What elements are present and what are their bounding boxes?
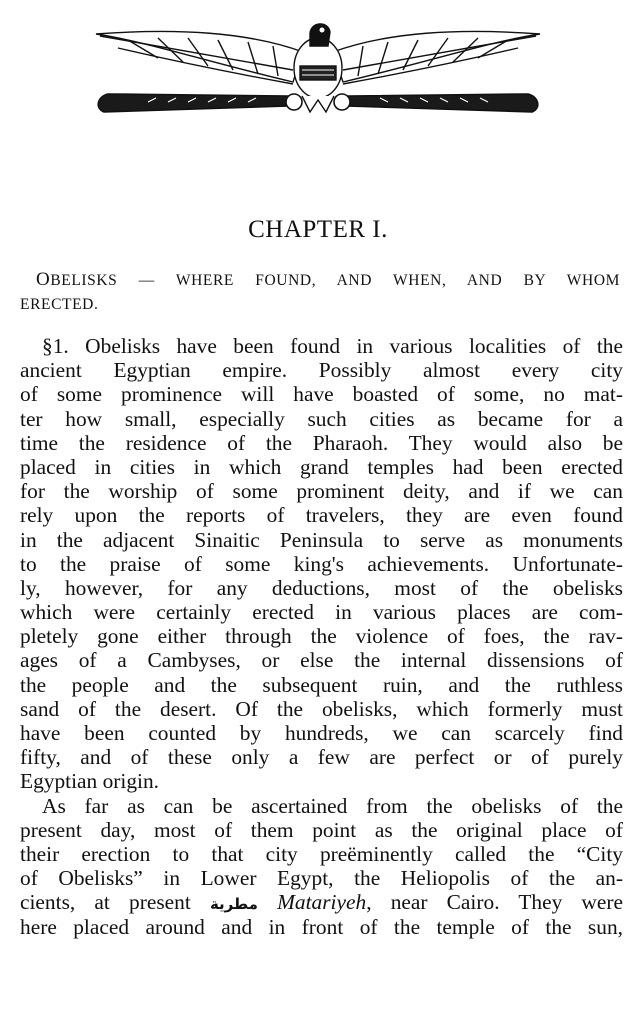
text-line: ter how small, especially such cities as became for a [20, 406, 623, 431]
text-line: placed in cities in which grand temples had been erected [20, 454, 623, 479]
winged-vulture-headpiece [88, 12, 548, 132]
text-line: rely upon the reports of travelers, they are even found [20, 503, 623, 528]
text-line: ages of a Cambyses, or else the internal dissensions of [20, 648, 623, 673]
subtitle-word-rest: BELISKS [50, 272, 118, 289]
text-line: §1. Obelisks have been found in various localities of the [42, 334, 623, 358]
text-line: As far as can be ascertained from the obelisks of the [42, 793, 623, 818]
subtitle-initial: O [36, 269, 51, 290]
text-line: here placed around and in front of the temple of the sun, [20, 914, 623, 939]
body-text [20, 334, 623, 939]
text-line: ancient Egyptian empire. Possibly almost every city [20, 358, 623, 383]
arabic-place-name: مطرية [209, 895, 258, 914]
italic-place-name: Matariyeh [277, 890, 367, 915]
chapter-title: CHAPTER I. [248, 216, 388, 243]
text-line: for the worship of some prominent deity, and if we can [20, 479, 623, 504]
text-segment: cients, at present [20, 890, 210, 915]
text-line: time the residence of the Pharaoh. They would also be [20, 430, 623, 455]
chapter-subtitle [20, 268, 620, 317]
text-segment: , near Cairo. They were [366, 890, 623, 915]
subtitle-rest: — WHERE FOUND, AND WHEN, AND BY WHOM [117, 272, 620, 289]
text-line: of Obelisks” in Lower Egypt, the Heliopolis of the an- [20, 866, 623, 891]
text-line: in the adjacent Sinaitic Peninsula to serve as monuments [20, 527, 623, 552]
text-line: of some prominence will have boasted of some, no mat- [20, 382, 623, 407]
text-line: sand of the desert. Of the obelisks, which formerly must [20, 696, 623, 721]
text-line: which were certainly erected in various places are com- [20, 600, 623, 625]
text-line: fifty, and of these only a few are perfect or of purely [20, 745, 623, 770]
text-line: Egyptian origin. [20, 769, 160, 794]
text-line: pletely gone either through the violence of foes, the rav- [20, 624, 623, 649]
text-line: present day, most of them point as the original place of [20, 817, 623, 842]
text-line: ly, however, for any deductions, most of the obelisks [20, 575, 623, 600]
text-line-mixed [20, 890, 623, 914]
text-line: have been counted by hundreds, we can scarcely find [20, 721, 623, 745]
text-line: their erection to that city preëminently called the “City [20, 841, 623, 866]
text-line: the people and the subsequent ruin, and the ruthless [20, 672, 623, 697]
subtitle-line-2: ERECTED. [20, 296, 99, 313]
text-line: to the praise of some king's achievements. Unfortunate- [20, 551, 623, 576]
